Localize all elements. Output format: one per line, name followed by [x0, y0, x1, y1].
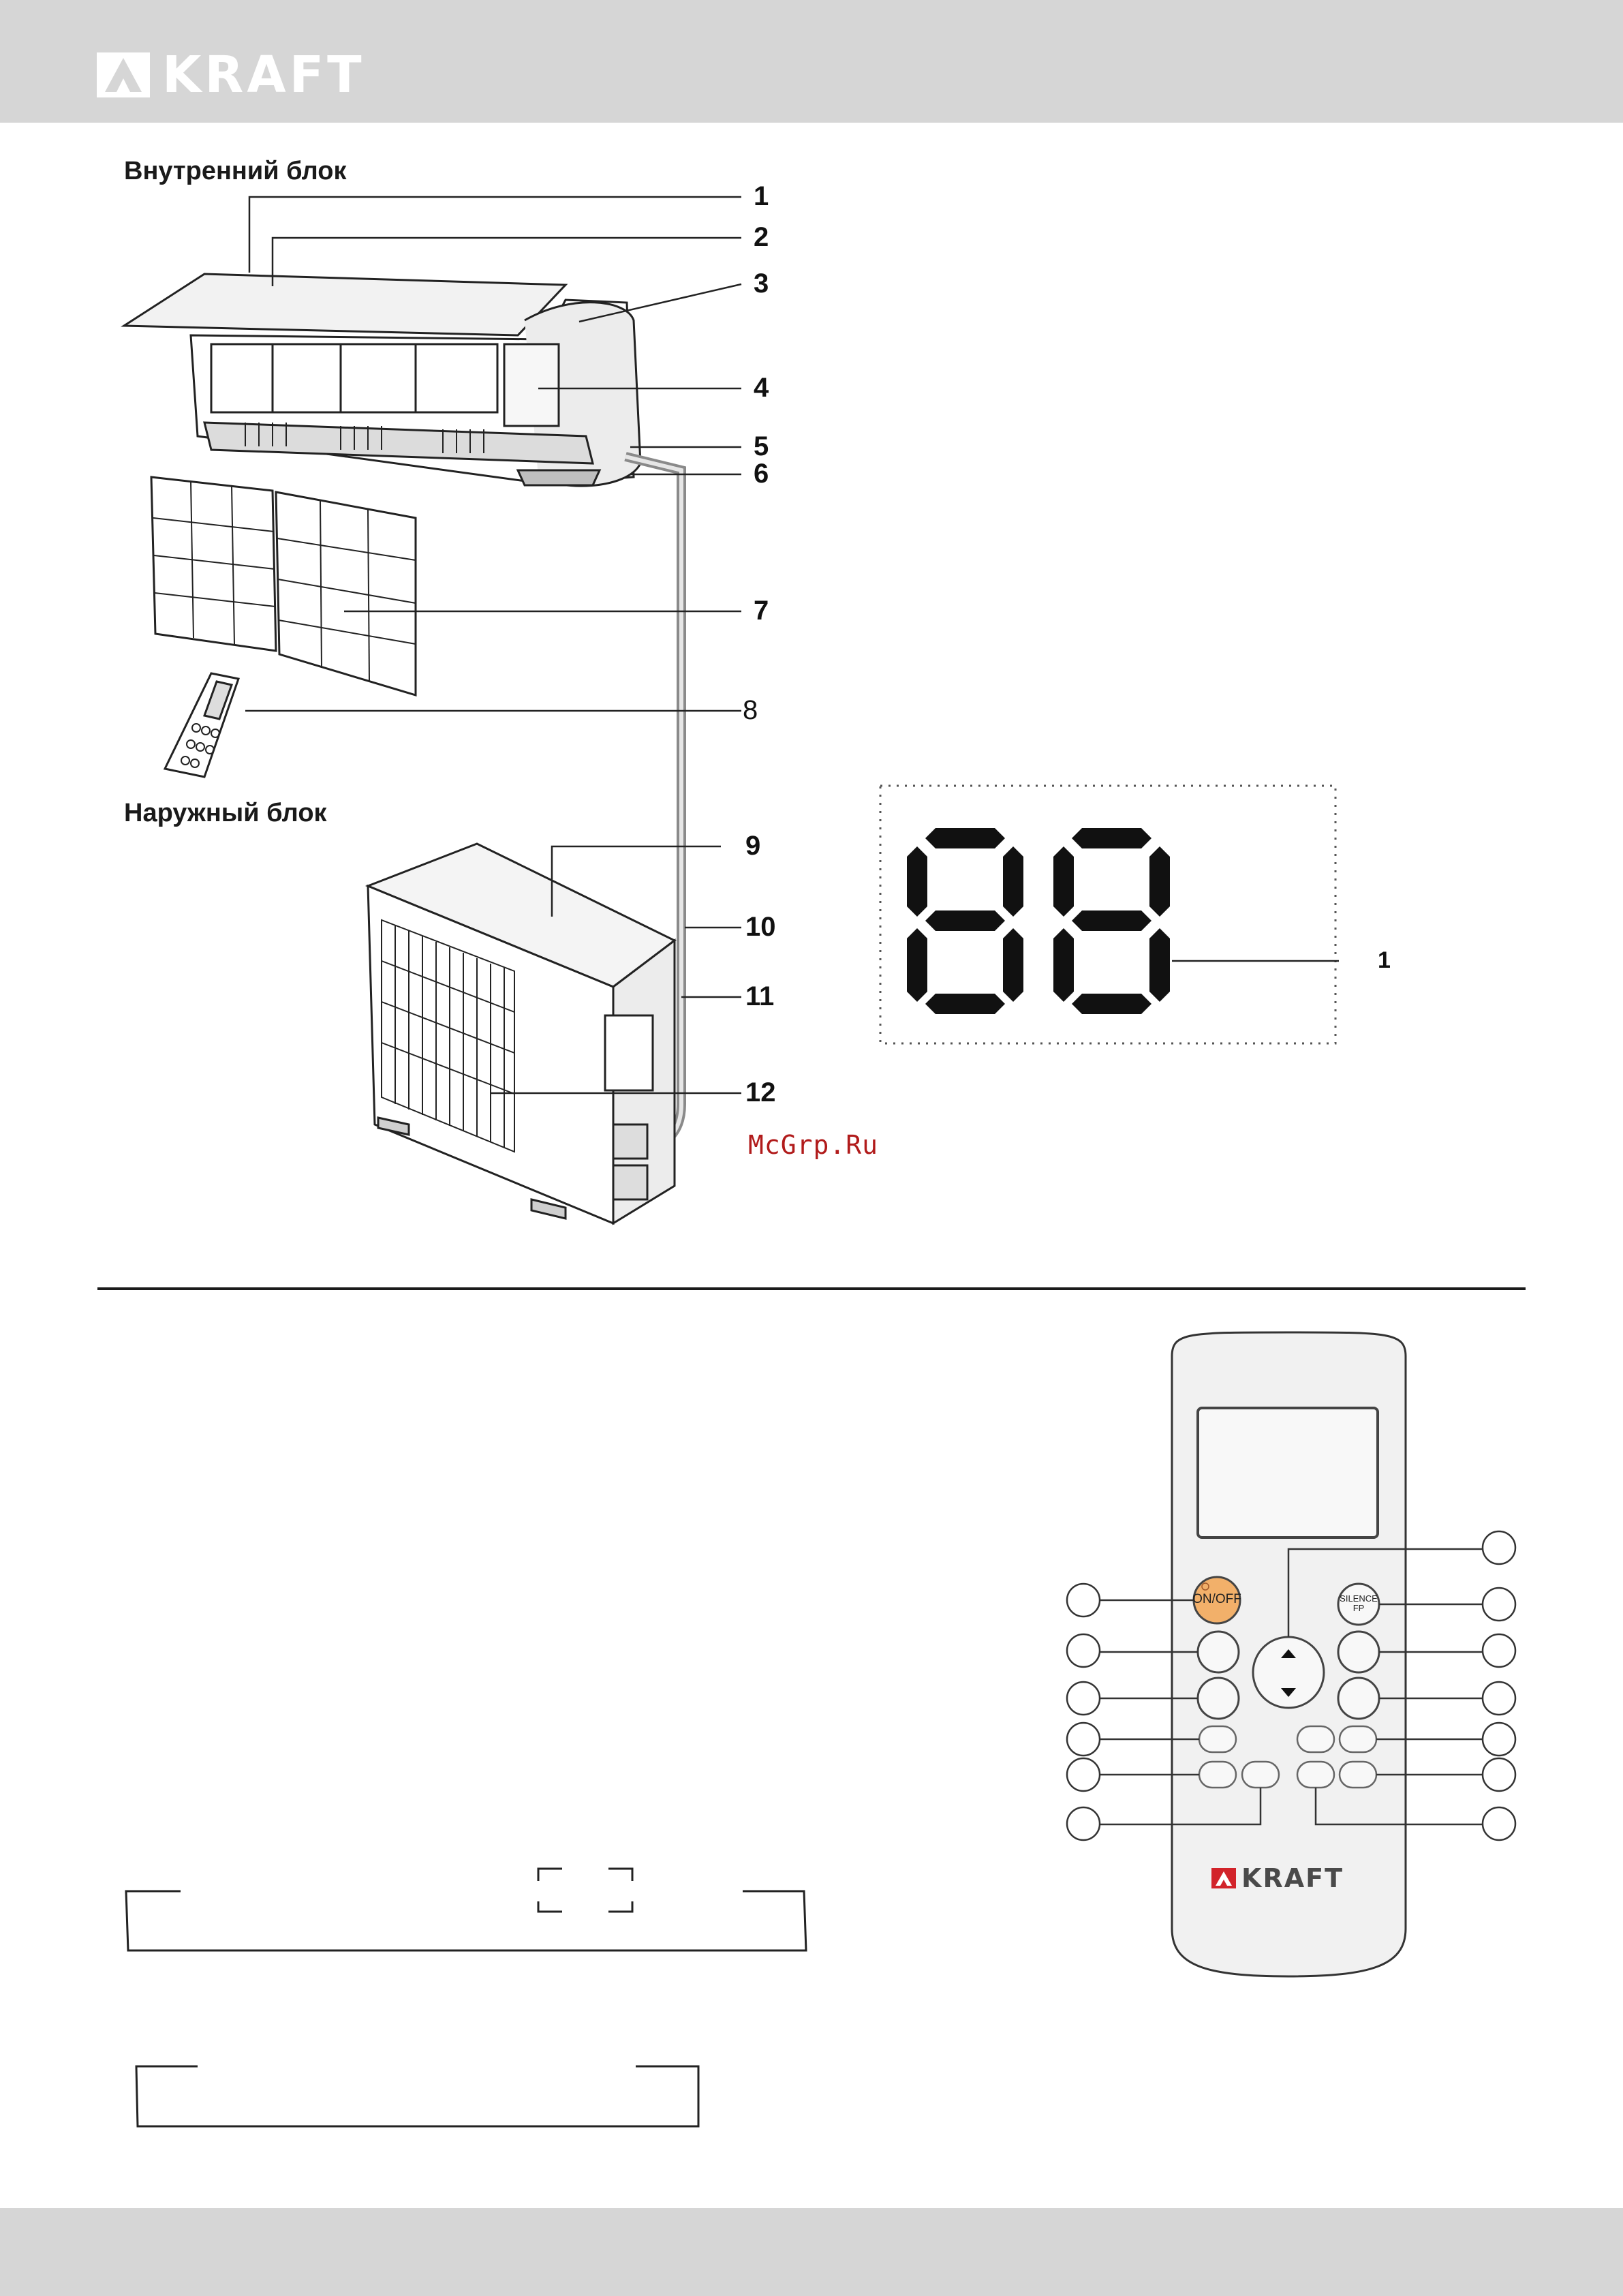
- led-display-drawing: [880, 786, 1339, 1043]
- empty-frames: [126, 1869, 806, 2126]
- callout-1: 1: [754, 181, 769, 211]
- outdoor-unit-drawing: [368, 844, 675, 1223]
- section-divider: [97, 1287, 1526, 1290]
- callout-7: 7: [754, 596, 769, 626]
- outdoor-unit-title: Наружный блок: [124, 799, 327, 827]
- indoor-unit-title: Внутренний блок: [124, 157, 347, 185]
- indoor-unit-drawing: [124, 274, 640, 486]
- callout-3: 3: [754, 269, 769, 299]
- display-callout-1: 1: [1378, 947, 1391, 973]
- air-filter-drawing: [151, 477, 416, 695]
- callout-8: 8: [743, 695, 758, 725]
- mini-remote-drawing: [165, 673, 238, 777]
- callout-6: 6: [754, 459, 769, 489]
- callout-9: 9: [745, 831, 761, 861]
- callout-2: 2: [754, 222, 769, 252]
- remote-brand-logo: [1211, 1863, 1344, 1893]
- callout-5: 5: [754, 431, 769, 461]
- fp-label: FP: [1352, 1603, 1365, 1613]
- watermark-text: McGrp.Ru: [748, 1130, 879, 1160]
- silence-label: SILENCE: [1340, 1593, 1378, 1604]
- on-off-button-label: ON/OFF: [1192, 1592, 1241, 1606]
- callout-4: 4: [754, 373, 769, 403]
- footer-band: [0, 2208, 1623, 2296]
- callout-10: 10: [745, 912, 776, 942]
- silence-button-label: [1335, 1594, 1382, 1613]
- callout-11: 11: [745, 981, 775, 1011]
- kraft-logo-icon: [1211, 1868, 1236, 1888]
- brand-name: KRAFT: [162, 46, 365, 104]
- remote-brand-name: KRAFT: [1241, 1863, 1344, 1893]
- callout-12: 12: [745, 1077, 776, 1107]
